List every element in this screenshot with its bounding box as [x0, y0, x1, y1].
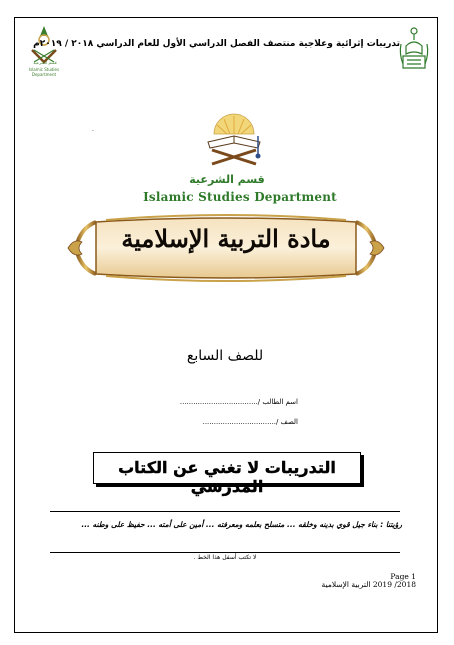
- subject-title: مادة التربية الإسلامية: [121, 224, 331, 253]
- department-name-english: Islamic Studies Department: [143, 190, 337, 204]
- quran-stand-emblem-icon: [200, 112, 268, 174]
- grade-level: للصف السابع: [186, 348, 264, 364]
- left-logo-caption-arabic: قسم الشرعية: [33, 60, 57, 65]
- page-border: [14, 17, 438, 633]
- notice-banner: [93, 452, 361, 496]
- class-field: الصف /.................................: [202, 418, 298, 426]
- vision-statement: رؤيتنا : بناء جيل قوي بدينه وخلقه ... متسلح بعلمه ومعرفته ... أمين على أمته ... حفيظ على وطنه ...: [81, 520, 402, 529]
- document-header-title: تدريبات إثرائية وعلاجية منتصف الفصل الدراسي الأول للعام الدراسي ٢٠١٨ / ٢٠١٩م: [33, 39, 400, 49]
- divider-line-cut: [50, 552, 400, 553]
- notice-banner-text: التدريبات لا تغني عن الكتاب المدرسي: [118, 458, 336, 496]
- cut-line-note: لا تكتب أسفل هذا الخط .: [193, 554, 257, 561]
- stray-mark: .: [92, 126, 94, 133]
- school-emblem-icon: [397, 24, 431, 74]
- student-name-field: اسم الطالب /...................................: [179, 398, 298, 406]
- department-name-arabic: قسم الشرعية: [189, 173, 265, 186]
- footer-year-subject: 2018/ 2019 التربية الإسلامية: [321, 580, 416, 589]
- left-logo-caption-english: Islamic Studies Department: [28, 67, 60, 77]
- divider-line-top: [50, 511, 400, 512]
- page-number: Page 1: [390, 572, 416, 581]
